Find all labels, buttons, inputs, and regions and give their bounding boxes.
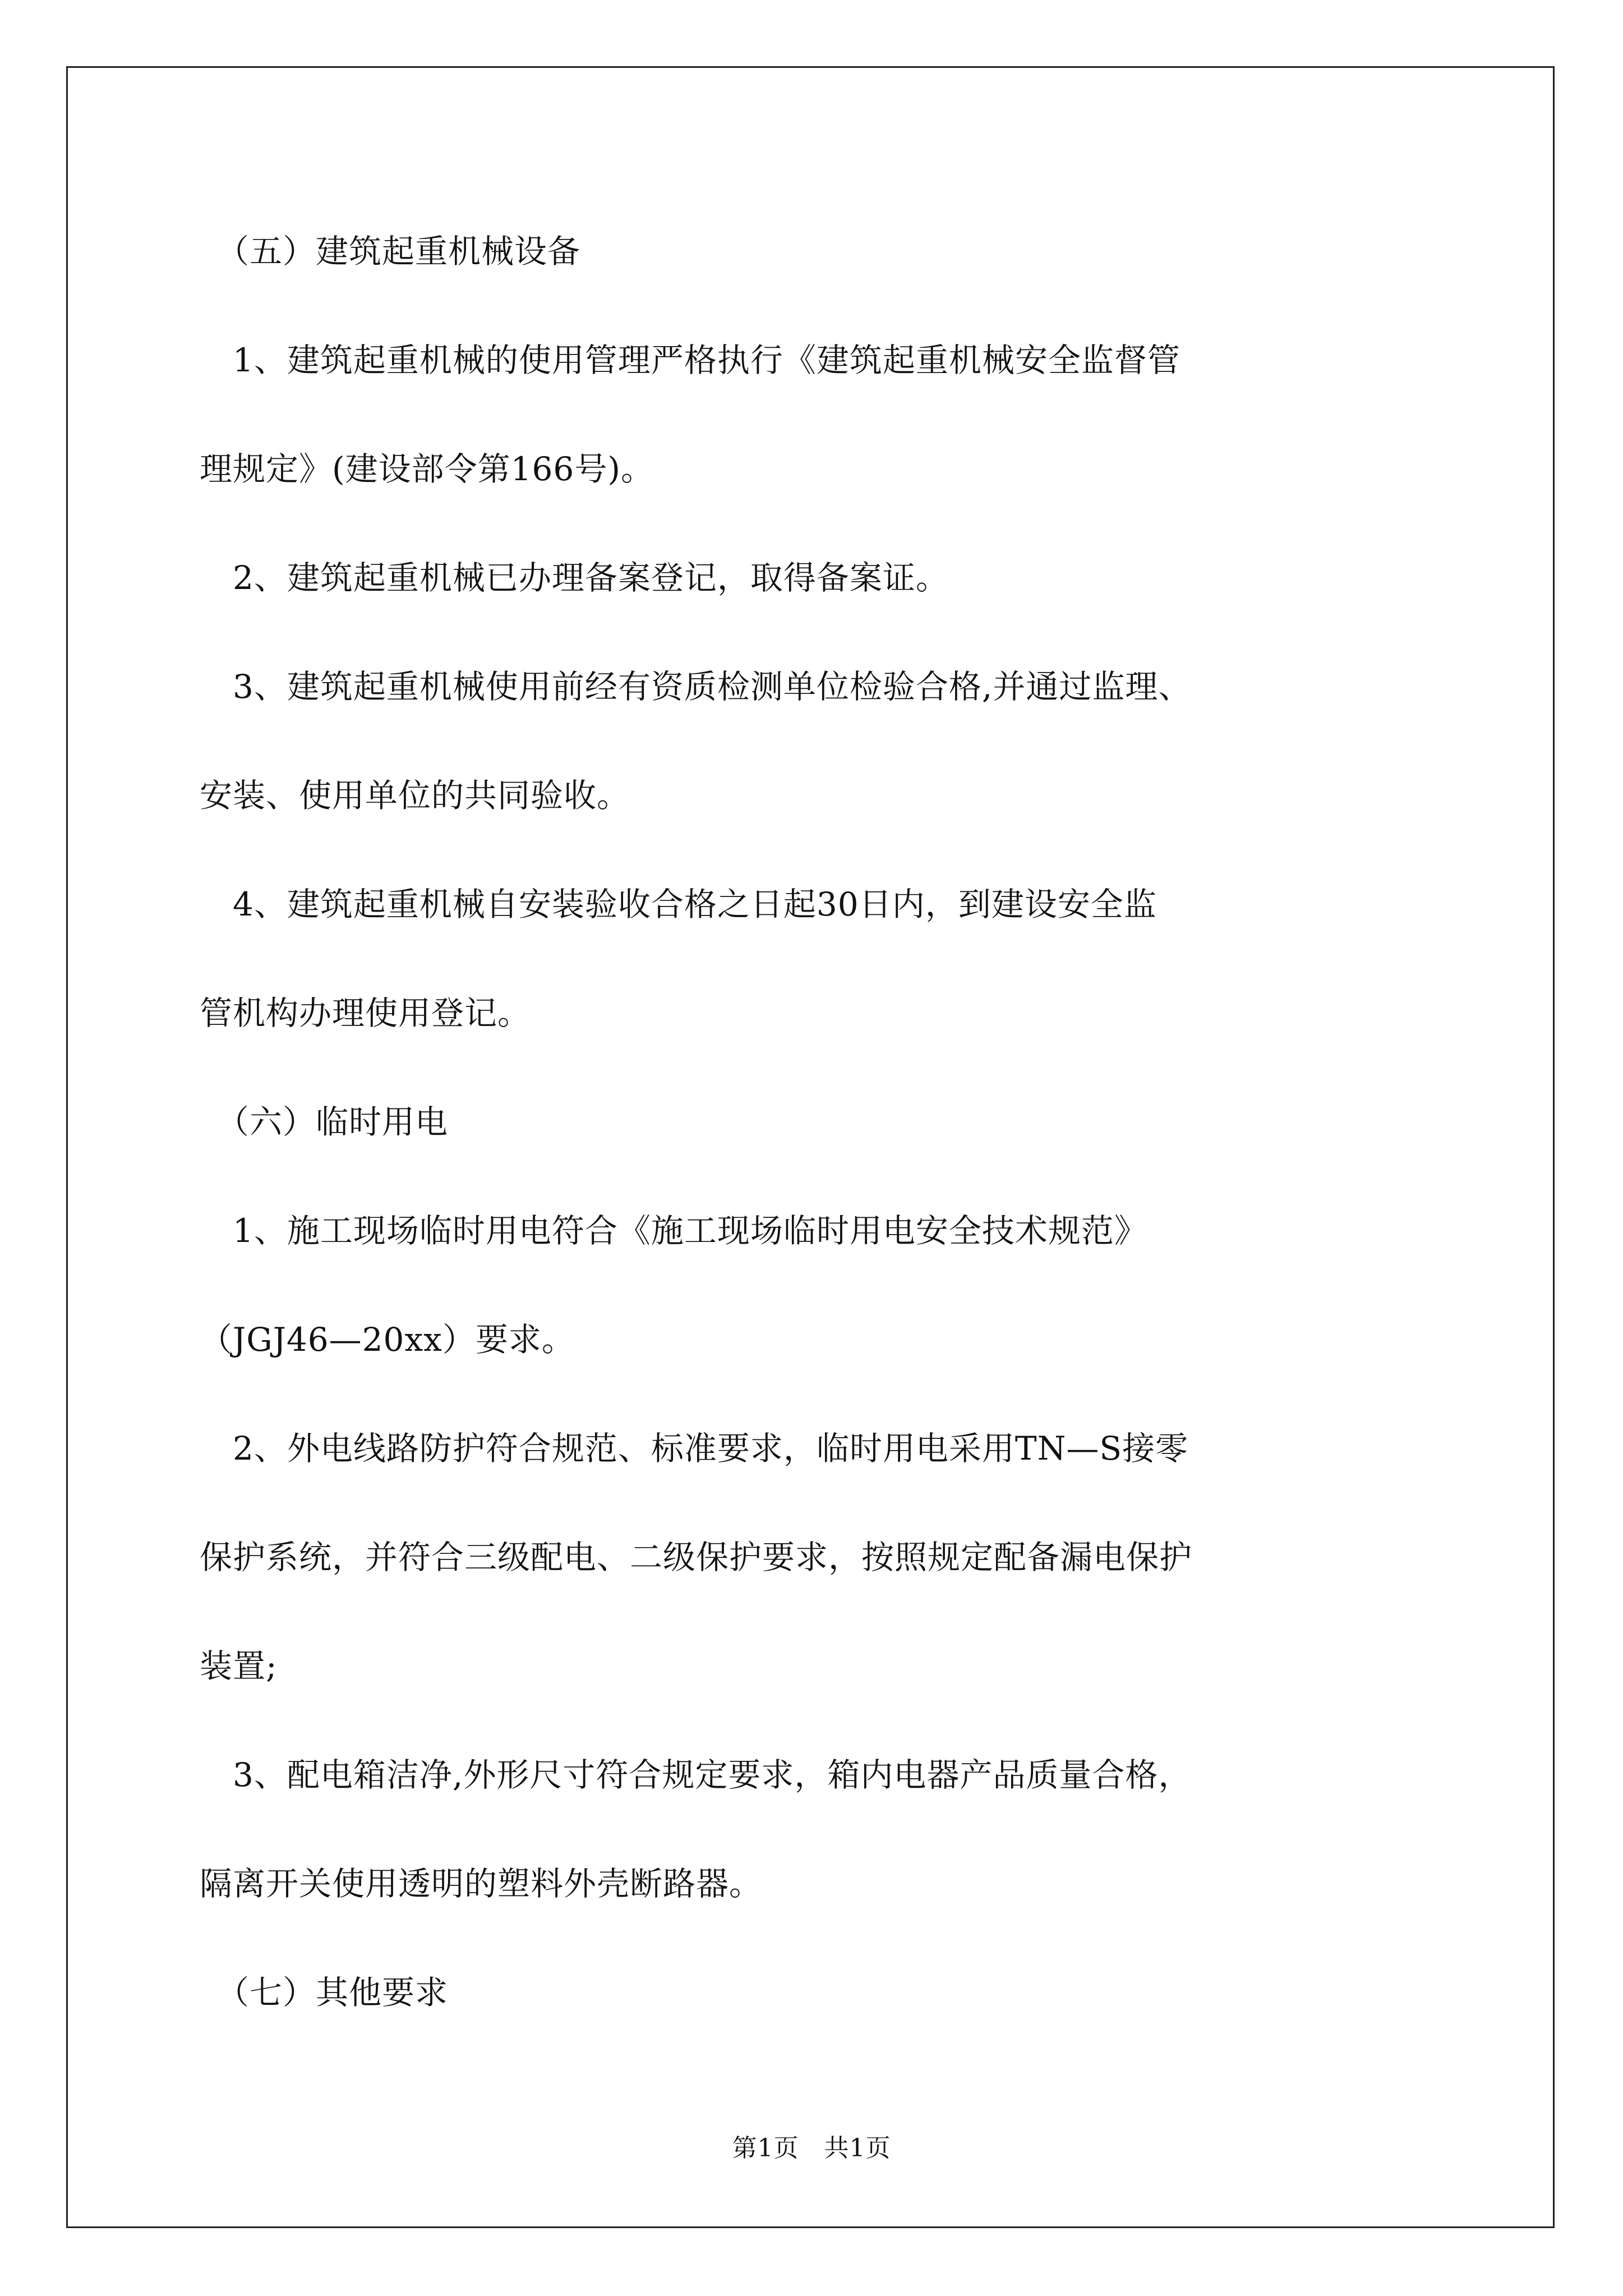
section-heading-cranes: （五）建筑起重机械设备	[200, 232, 581, 270]
section-heading-other-requirements: （七）其他要求	[200, 1973, 449, 2012]
paragraph-line: 装置;	[200, 1647, 278, 1685]
paragraph-line: 理规定》(建设部令第166号)。	[200, 450, 654, 488]
paragraph-line: 3、建筑起重机械使用前经有资质检测单位检验合格,并通过监理、	[200, 668, 1192, 706]
section-heading-temporary-power: （六）临时用电	[200, 1103, 449, 1141]
paragraph-line: 1、建筑起重机械的使用管理严格执行《建筑起重机械安全监督管	[200, 341, 1181, 379]
paragraph-line: 2、外电线路防护符合规范、标准要求，临时用电采用TN—S接零	[200, 1429, 1189, 1467]
paragraph-line: 保护系统，并符合三级配电、二级保护要求，按照规定配备漏电保护	[200, 1538, 1193, 1576]
paragraph-line: 安装、使用单位的共同验收。	[200, 776, 630, 815]
paragraph-line: （JGJ46—20xx）要求。	[200, 1320, 575, 1359]
paragraph-line: 管机构办理使用登记。	[200, 994, 531, 1032]
page-number-footer: 第1页 共1页	[732, 2134, 891, 2162]
paragraph-line: 3、配电箱洁净,外形尺寸符合规定要求，箱内电器产品质量合格，	[200, 1756, 1192, 1794]
paragraph-line: 隔离开关使用透明的塑料外壳断路器。	[200, 1865, 763, 1903]
paragraph-line: 4、建筑起重机械自安装验收合格之日起30日内，到建设安全监	[200, 885, 1157, 923]
paragraph-line: 1、施工现场临时用电符合《施工现场临时用电安全技术规范》	[200, 1212, 1147, 1250]
paragraph-line: 2、建筑起重机械已办理备案登记，取得备案证。	[200, 559, 949, 597]
